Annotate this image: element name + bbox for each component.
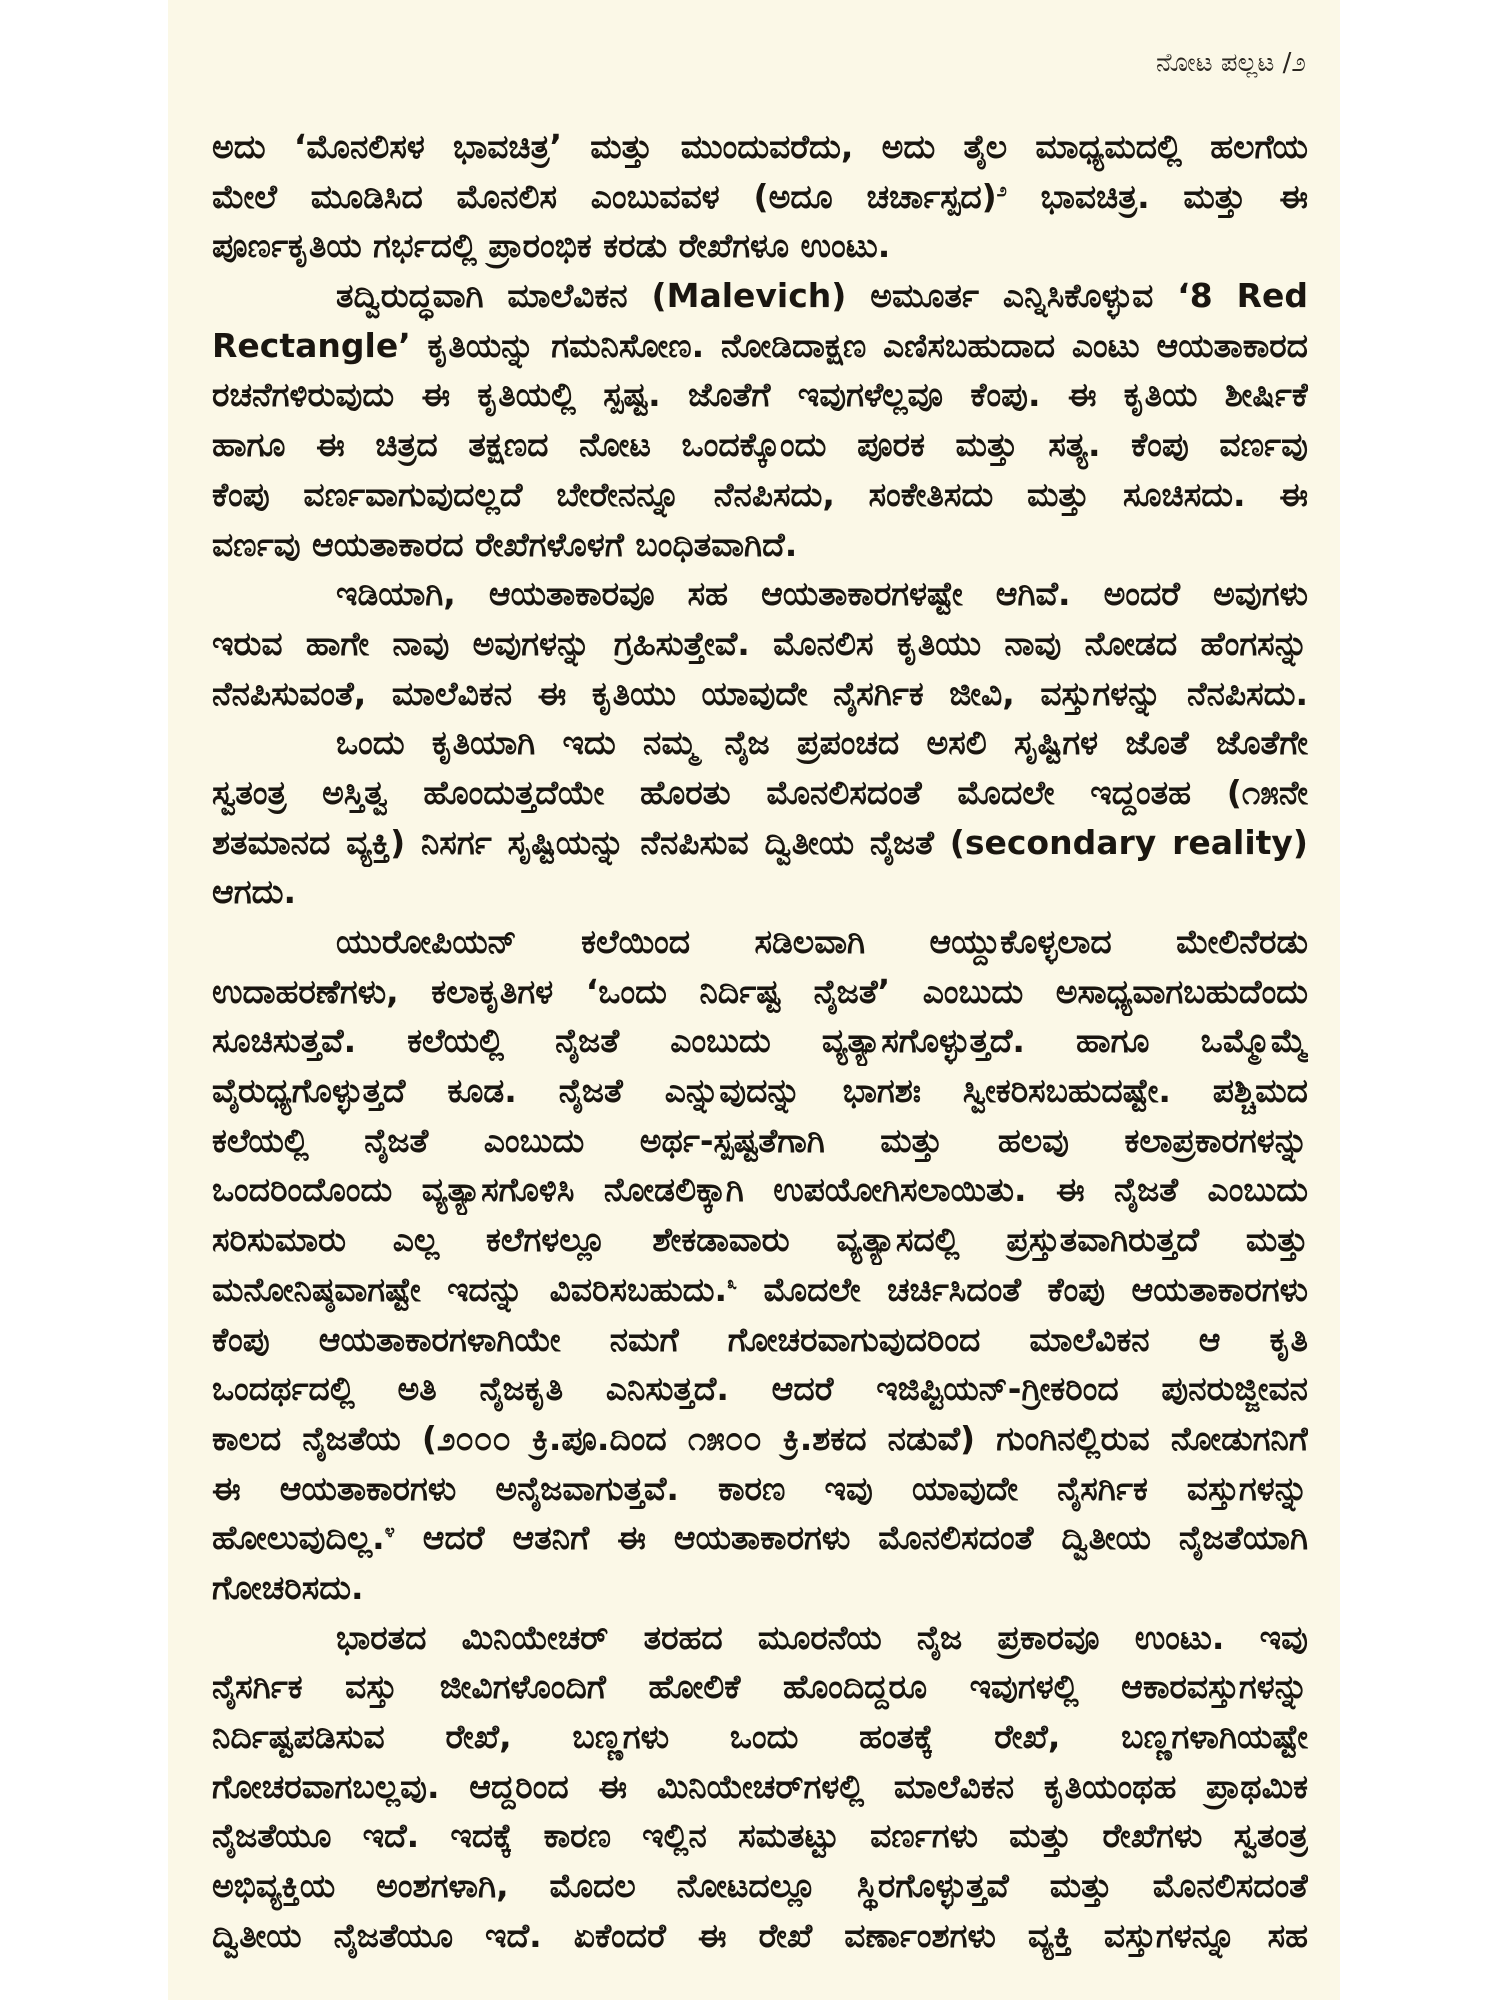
line-text: ಅಭಿವ್ಯಕ್ತಿಯ ಅಂಶಗಳಾಗಿ, ಮೊದಲ ನೋಟದಲ್ಲೂ ಸ್ಥಿರಗೊಳ್ಳುತ್ತವೆ ಮತ್ತು ಮೊನಲಿಸದಂತೆ	[212, 1866, 1308, 1906]
text-line	[212, 420, 1308, 470]
line-text-continued: ಆದರೆ ಆತನಿಗೆ ಈ ಆಯತಾಕಾರಗಳು ಮೊನಲಿಸದಂತೆ ದ್ವಿತೀಯ ನೈಜತೆಯಾಗಿ	[394, 1518, 1308, 1558]
text-line	[212, 1265, 1308, 1315]
line-text: ವರ್ಣವು ಆಯತಾಕಾರದ ರೇಖೆಗಳೊಳಗೆ ಬಂಧಿತವಾಗಿದೆ.	[212, 524, 798, 564]
line-text: ನೈಜತೆಯೂ ಇದೆ. ಇದಕ್ಕೆ ಕಾರಣ ಇಲ್ಲಿನ ಸಮತಟ್ಟು ವರ್ಣಗಳು ಮತ್ತು ರೇಖೆಗಳು ಸ್ವತಂತ್ರ	[212, 1816, 1308, 1856]
text-line	[212, 1364, 1308, 1414]
text-line	[212, 669, 1308, 719]
text-line	[212, 1414, 1308, 1464]
text-line	[212, 1165, 1308, 1215]
text-line	[212, 867, 1308, 917]
line-text: ಶತಮಾನದ ವ್ಯಕ್ತಿ) ನಿಸರ್ಗ ಸೃಷ್ಟಿಯನ್ನು ನೆನಪಿಸುವ ದ್ವಿತೀಯ ನೈಜತೆ (secondary reality)	[212, 822, 1308, 862]
text-line	[212, 569, 1308, 619]
line-text: ಅದು ‘ಮೊನಲಿಸಳ ಭಾವಚಿತ್ರ’ ಮತ್ತು ಮುಂದುವರೆದು, ಅದು ತೈಲ ಮಾಧ್ಯಮದಲ್ಲಿ ಹಲಗೆಯ	[212, 127, 1308, 166]
line-text: ಒಂದು ಕೃತಿಯಾಗಿ ಇದು ನಮ್ಮ ನೈಜ ಪ್ರಪಂಚದ ಅಸಲಿ ಸೃಷ್ಟಿಗಳ ಜೊತೆ ಜೊತೆಗೇ	[336, 723, 1308, 763]
line-text: ಕಾಲದ ನೈಜತೆಯ (೨೦೦೦ ಕ್ರಿ.ಪೂ.ದಿಂದ ೧೫೦೦ ಕ್ರಿ.ಶಕದ ನಡುವೆ) ಗುಂಗಿನಲ್ಲಿರುವ ನೋಡುಗನಿಗೆ	[212, 1418, 1308, 1458]
text-line	[212, 520, 1308, 570]
line-text-continued: ಮೊದಲೇ ಚರ್ಚಿಸಿದಂತೆ ಕೆಂಪು ಆಯತಾಕಾರಗಳು	[737, 1269, 1308, 1309]
line-text: ಸ್ವತಂತ್ರ ಅಸ್ತಿತ್ವ ಹೊಂದುತ್ತದೆಯೇ ಹೊರತು ಮೊನಲಿಸದಂತೆ ಮೊದಲೇ ಇದ್ದಂತಹ (೧೫ನೇ	[212, 772, 1308, 812]
text-line	[212, 1464, 1308, 1514]
text-line	[212, 718, 1308, 768]
text-line	[212, 1662, 1308, 1712]
text-line	[212, 122, 1308, 172]
text-line	[212, 818, 1308, 868]
text-line	[212, 1712, 1308, 1762]
text-line	[212, 271, 1308, 321]
page-number: /೨	[1282, 48, 1306, 78]
text-line	[212, 1613, 1308, 1663]
text-line	[212, 917, 1308, 967]
text-line	[212, 1762, 1308, 1812]
line-text: ಭಾರತದ ಮಿನಿಯೇಚರ್ ತರಹದ ಮೂರನೆಯ ನೈಜ ಪ್ರಕಾರವೂ ಉಂಟು. ಇವು	[336, 1617, 1308, 1657]
text-line	[212, 470, 1308, 520]
text-line	[212, 1066, 1308, 1116]
line-text-continued: ಭಾವಚಿತ್ರ. ಮತ್ತು ಈ	[1006, 176, 1308, 216]
text-line	[212, 1215, 1308, 1265]
text-line	[212, 1116, 1308, 1166]
line-text: ಕೆಂಪು ವರ್ಣವಾಗುವುದಲ್ಲದೆ ಬೇರೇನನ್ನೂ ನೆನಪಿಸದು, ಸಂಕೇತಿಸದು ಮತ್ತು ಸೂಚಿಸದು. ಈ	[212, 474, 1308, 514]
line-text: ಕೆಂಪು ಆಯತಾಕಾರಗಳಾಗಿಯೇ ನಮಗೆ ಗೋಚರವಾಗುವುದರಿಂದ ಮಾಲೆವಿಕನ ಆ ಕೃತಿ	[212, 1319, 1308, 1359]
line-text: ಇಡಿಯಾಗಿ, ಆಯತಾಕಾರವೂ ಸಹ ಆಯತಾಕಾರಗಳಷ್ಟೇ ಆಗಿವೆ. ಅಂದರೆ ಅವುಗಳು	[336, 574, 1308, 614]
text-line	[212, 768, 1308, 818]
running-header	[1156, 48, 1306, 79]
text-line	[212, 1861, 1308, 1911]
line-text: ತದ್ವಿರುದ್ಧವಾಗಿ ಮಾಲೆವಿಕನ (Malevich) ಅಮೂರ್ತ ಎನ್ನಿಸಿಕೊಳ್ಳುವ ‘8 Red	[336, 276, 1308, 316]
line-text: ಉದಾಹರಣೆಗಳು, ಕಲಾಕೃತಿಗಳ ‘ಒಂದು ನಿರ್ದಿಷ್ಟ ನೈಜತೆ’ ಎಂಬುದು ಅಸಾಧ್ಯವಾಗಬಹುದೆಂದು	[212, 971, 1308, 1011]
body-text	[212, 122, 1308, 1960]
text-line	[212, 1513, 1308, 1563]
line-text: ಸೂಚಿಸುತ್ತವೆ. ಕಲೆಯಲ್ಲಿ ನೈಜತೆ ಎಂಬುದು ವ್ಯತ್ಯಾಸಗೊಳ್ಳುತ್ತದೆ. ಹಾಗೂ ಒಮ್ಮೊಮ್ಮೆ	[212, 1021, 1308, 1061]
text-line	[212, 370, 1308, 420]
text-line	[212, 172, 1308, 222]
text-line	[212, 1563, 1308, 1613]
line-text: ಮೇಲೆ ಮೂಡಿಸಿದ ಮೊನಲಿಸ ಎಂಬುವವಳ (ಅದೂ ಚರ್ಚಾಸ್ಪದ)	[212, 176, 997, 216]
line-text: ಮನೋನಿಷ್ಠವಾಗಷ್ಟೇ ಇದನ್ನು ವಿವರಿಸಬಹುದು.	[212, 1269, 728, 1309]
line-text: ಇರುವ ಹಾಗೇ ನಾವು ಅವುಗಳನ್ನು ಗ್ರಹಿಸುತ್ತೇವೆ. ಮೊನಲಿಸ ಕೃತಿಯು ನಾವು ನೋಡದ ಹೆಂಗಸನ್ನು	[212, 623, 1308, 663]
line-text: ನೈಸರ್ಗಿಕ ವಸ್ತು ಜೀವಿಗಳೊಂದಿಗೆ ಹೋಲಿಕೆ ಹೊಂದಿದ್ದರೂ ಇವುಗಳಲ್ಲಿ ಆಕಾರವಸ್ತುಗಳನ್ನು	[212, 1667, 1308, 1707]
footnote-marker: ೩	[727, 1272, 738, 1294]
line-text: ಕಲೆಯಲ್ಲಿ ನೈಜತೆ ಎಂಬುದು ಅರ್ಥ-ಸ್ಪಷ್ಟತೆಗಾಗಿ ಮತ್ತು ಹಲವು ಕಲಾಪ್ರಕಾರಗಳನ್ನು	[212, 1120, 1308, 1160]
line-text: ಪೂರ್ಣಕೃತಿಯ ಗರ್ಭದಲ್ಲಿ ಪ್ರಾರಂಭಿಕ ಕರಡು ರೇಖೆಗಳೂ ಉಂಟು.	[212, 226, 891, 266]
text-line	[212, 221, 1308, 271]
text-line	[212, 1811, 1308, 1861]
line-text: ಹಾಗೂ ಈ ಚಿತ್ರದ ತಕ್ಷಣದ ನೋಟ ಒಂದಕ್ಕೊಂದು ಪೂರಕ ಮತ್ತು ಸತ್ಯ. ಕೆಂಪು ವರ್ಣವು	[212, 425, 1308, 465]
text-line	[212, 619, 1308, 669]
line-text: ದ್ವಿತೀಯ ನೈಜತೆಯೂ ಇದೆ. ಏಕೆಂದರೆ ಈ ರೇಖೆ ವರ್ಣಾಂಶಗಳು ವ್ಯಕ್ತಿ ವಸ್ತುಗಳನ್ನೂ ಸಹ	[212, 1915, 1308, 1955]
line-text: ಹೋಲುವುದಿಲ್ಲ.	[212, 1518, 385, 1558]
line-text: ರಚನೆಗಳಿರುವುದು ಈ ಕೃತಿಯಲ್ಲಿ ಸ್ಪಷ್ಟ. ಜೊತೆಗೆ ಇವುಗಳೆಲ್ಲವೂ ಕೆಂಪು. ಈ ಕೃತಿಯ ಶೀರ್ಷಿಕೆ	[212, 375, 1308, 415]
footnote-marker: ೨	[996, 179, 1007, 201]
text-line	[212, 321, 1308, 371]
line-text: Rectangle’ ಕೃತಿಯನ್ನು ಗಮನಿಸೋಣ. ನೋಡಿದಾಕ್ಷಣ ಎಣಿಸಬಹುದಾದ ಎಂಟು ಆಯತಾಕಾರದ	[212, 325, 1308, 365]
running-title: ನೋಟ ಪಲ್ಲಟ	[1156, 48, 1275, 78]
line-text: ವೈರುಧ್ಯಗೊಳ್ಳುತ್ತದೆ ಕೂಡ. ನೈಜತೆ ಎನ್ನುವುದನ್ನು ಭಾಗಶಃ ಸ್ವೀಕರಿಸಬಹುದಷ್ಟೇ. ಪಶ್ಚಿಮದ	[212, 1071, 1308, 1111]
line-text: ಗೋಚರವಾಗಬಲ್ಲವು. ಆದ್ದರಿಂದ ಈ ಮಿನಿಯೇಚರ್‌ಗಳಲ್ಲಿ ಮಾಲೆವಿಕನ ಕೃತಿಯಂಥಹ ಪ್ರಾಥಮಿಕ	[212, 1766, 1308, 1806]
line-text: ನಿರ್ದಿಷ್ಟಪಡಿಸುವ ರೇಖೆ, ಬಣ್ಣಗಳು ಒಂದು ಹಂತಕ್ಕೆ ರೇಖೆ, ಬಣ್ಣಗಳಾಗಿಯಷ್ಟೇ	[212, 1717, 1308, 1756]
text-line	[212, 1315, 1308, 1365]
line-text: ಗೋಚರಿಸದು.	[212, 1567, 364, 1607]
line-text: ಒಂದರಿಂದೊಂದು ವ್ಯತ್ಯಾಸಗೊಳಿಸಿ ನೋಡಲಿಕ್ಕಾಗಿ ಉಪಯೋಗಿಸಲಾಯಿತು. ಈ ನೈಜತೆ ಎಂಬುದು	[212, 1170, 1308, 1210]
line-text: ಈ ಆಯತಾಕಾರಗಳು ಅನೈಜವಾಗುತ್ತವೆ. ಕಾರಣ ಇವು ಯಾವುದೇ ನೈಸರ್ಗಿಕ ವಸ್ತುಗಳನ್ನು	[212, 1468, 1308, 1508]
line-text: ಒಂದರ್ಥದಲ್ಲಿ ಅತಿ ನೈಜಕೃತಿ ಎನಿಸುತ್ತದೆ. ಆದರೆ ಇಜಿಪ್ಟಿಯನ್-ಗ್ರೀಕರಿಂದ ಪುನರುಜ್ಜೀವನ	[212, 1369, 1308, 1409]
line-text: ಯುರೋಪಿಯನ್ ಕಲೆಯಿಂದ ಸಡಿಲವಾಗಿ ಆಯ್ದುಕೊಳ್ಳಲಾದ ಮೇಲಿನೆರಡು	[336, 922, 1308, 961]
text-line	[212, 1016, 1308, 1066]
line-text: ನೆನಪಿಸುವಂತೆ, ಮಾಲೆವಿಕನ ಈ ಕೃತಿಯು ಯಾವುದೇ ನೈಸರ್ಗಿಕ ಜೀವಿ, ವಸ್ತುಗಳನ್ನು ನೆನಪಿಸದು.	[212, 673, 1308, 713]
line-text: ಆಗದು.	[212, 872, 296, 912]
text-line	[212, 1911, 1308, 1961]
line-text: ಸರಿಸುಮಾರು ಎಲ್ಲ ಕಲೆಗಳಲ್ಲೂ ಶೇಕಡಾವಾರು ವ್ಯತ್ಯಾಸದಲ್ಲಿ ಪ್ರಸ್ತುತವಾಗಿರುತ್ತದೆ ಮತ್ತು	[212, 1220, 1308, 1260]
text-line	[212, 967, 1308, 1017]
footnote-marker: ೪	[384, 1521, 395, 1543]
